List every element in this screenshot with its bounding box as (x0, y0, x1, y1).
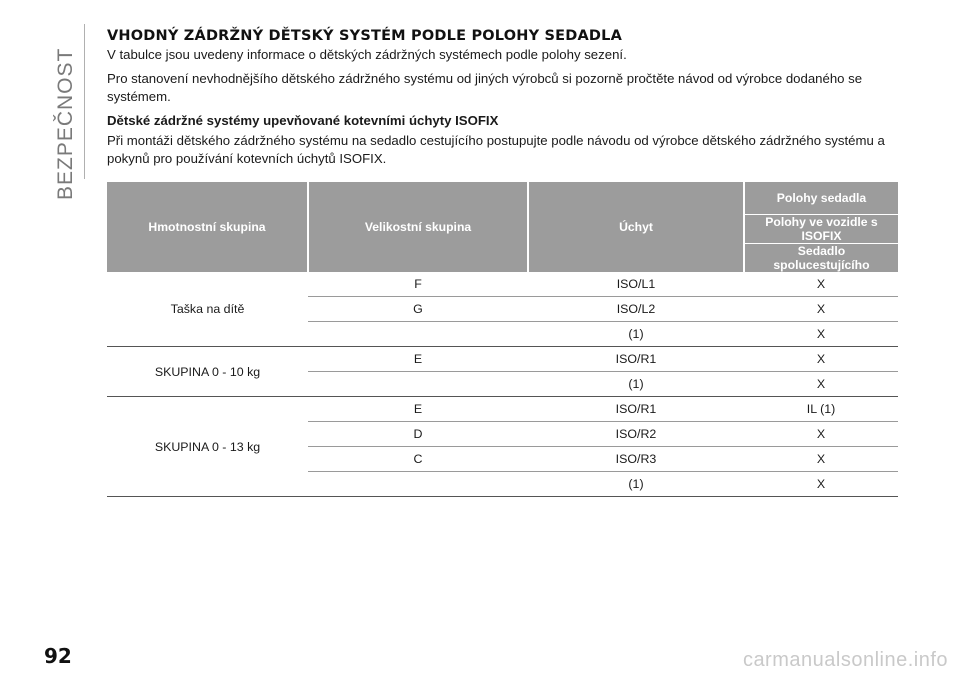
size-cell: E (308, 347, 528, 372)
fixture-cell: ISO/L2 (528, 297, 744, 322)
fixture-cell: ISO/R1 (528, 347, 744, 372)
fixture-cell: ISO/R3 (528, 447, 744, 472)
passenger-cell: X (744, 297, 898, 322)
intro-paragraph-1: V tabulce jsou uvedeny informace o dětských zádržných systémech podle polohy sezení. (107, 47, 627, 62)
fixture-cell: ISO/R2 (528, 422, 744, 447)
passenger-cell: X (744, 322, 898, 347)
page-heading: VHODNÝ ZÁDRŽNÝ DĚTSKÝ SYSTÉM PODLE POLOHY SEDADLA (107, 28, 623, 44)
size-cell (308, 372, 528, 397)
table-row (107, 397, 898, 422)
fixture-cell: (1) (528, 472, 744, 497)
size-cell: D (308, 422, 528, 447)
passenger-cell: X (744, 447, 898, 472)
size-cell: F (308, 272, 528, 297)
passenger-cell: IL (1) (744, 397, 898, 422)
fixture-cell: ISO/R1 (528, 397, 744, 422)
passenger-cell: X (744, 422, 898, 447)
section-side-label (52, 40, 84, 200)
intro-paragraph-2: Pro stanovení nevhodnějšího dětského zádržného systému od jiných výrobců si pozorně pročtěte návod od výrobce dodaného se systémem. (107, 71, 863, 104)
fixture-cell: (1) (528, 322, 744, 347)
passenger-cell: X (744, 372, 898, 397)
section-title-vertical: BEZPEČNOST (54, 47, 77, 200)
fixture-cell: ISO/L1 (528, 272, 744, 297)
weight-group-cell: Taška na dítě (107, 272, 308, 347)
header-size-group: Velikostní skupina (308, 182, 528, 272)
weight-group-cell: SKUPINA 0 - 10 kg (107, 347, 308, 397)
size-cell (308, 322, 528, 347)
size-cell: G (308, 297, 528, 322)
header-isofix-positions: Polohy ve vozidle s ISOFIX (744, 215, 898, 244)
weight-group-cell: SKUPINA 0 - 13 kg (107, 397, 308, 497)
header-seat-positions: Polohy sedadla (744, 182, 898, 215)
table-row (107, 272, 898, 297)
passenger-cell: X (744, 272, 898, 297)
page-number: 92 (44, 644, 72, 668)
fixture-cell: (1) (528, 372, 744, 397)
side-divider (84, 24, 85, 179)
isofix-subheading: Dětské zádržné systémy upevňované kotevními úchyty ISOFIX (107, 113, 499, 128)
size-cell (308, 472, 528, 497)
header-weight-group: Hmotnostní skupina (107, 182, 308, 272)
passenger-cell: X (744, 472, 898, 497)
table-row (107, 347, 898, 372)
size-cell: E (308, 397, 528, 422)
size-cell: C (308, 447, 528, 472)
table-body (107, 272, 898, 497)
watermark: carmanualsonline.info (742, 649, 948, 671)
intro-paragraph-3: Při montáži dětského zádržného systému na sedadlo cestujícího postupujte podle návodu od výrobce dětského zádržného systému a pokynů pro používání kotevních úchytů ISOFIX. (107, 133, 885, 166)
header-fixture: Úchyt (528, 182, 744, 272)
main-content (107, 28, 897, 174)
isofix-table (107, 182, 898, 497)
header-passenger-seat: Sedadlo spolucestujícího (744, 244, 898, 273)
passenger-cell: X (744, 347, 898, 372)
